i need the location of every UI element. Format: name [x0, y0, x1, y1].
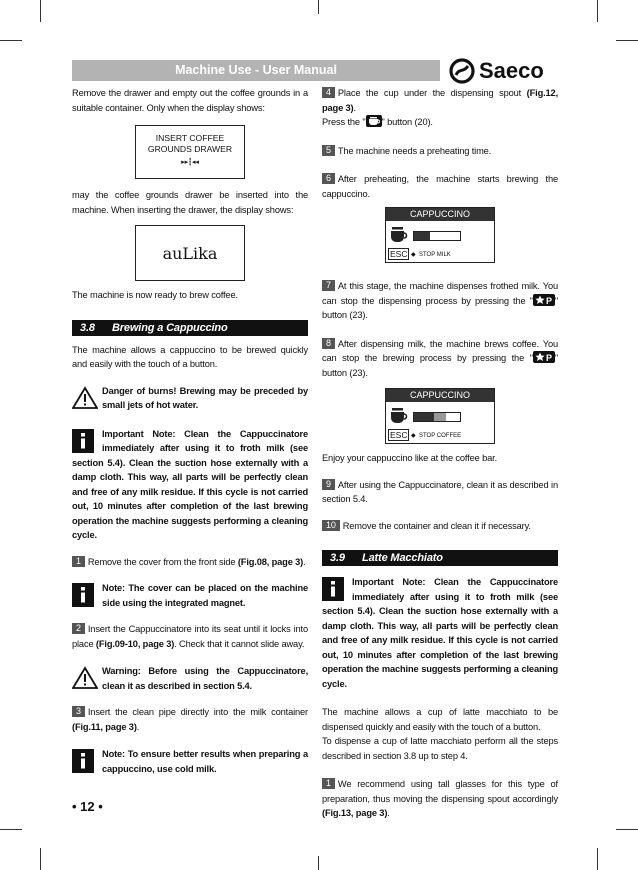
step-text-end: .: [303, 556, 306, 567]
section-title: Latte Macchiato: [362, 552, 443, 564]
step-number: 1: [72, 556, 85, 567]
brand-logo: [449, 58, 561, 84]
section-number: 3.8: [80, 321, 95, 334]
display-title: CAPPUCCINO: [386, 389, 494, 402]
step-text: After using the Cappuccinatore, clean it as described in section 5.4.: [322, 479, 558, 504]
saeco-logo-icon: [449, 58, 475, 84]
crop-mark: [597, 848, 598, 870]
display-logo-text: auLika: [162, 244, 218, 263]
star-stop-button-icon: [533, 351, 555, 363]
step-1: [72, 555, 308, 570]
step-text-end: . Check that it cannot slide away.: [174, 638, 305, 649]
step-text: Press the ": [322, 117, 366, 127]
step-number: 8: [322, 338, 335, 349]
display-action: STOP MILK: [419, 252, 451, 258]
step-8: [322, 337, 558, 381]
step-text: Insert the clean pipe directly into the milk container: [87, 707, 308, 717]
display-aulika: [135, 225, 245, 281]
step-text: After dispensing milk, the machine brews coffee. You can stop the brewing process by pressing the ": [322, 338, 558, 363]
step-text: Remove the container and clean it if necessary.: [342, 520, 531, 531]
figure-ref: (Fig.13, page 3): [322, 808, 388, 818]
esc-label: ESC: [390, 430, 408, 440]
crop-mark: [318, 0, 319, 14]
paragraph: may the coffee grounds drawer be inserted into the machine. When inserting the drawer, the display shows:: [72, 190, 308, 215]
info-icon: [72, 583, 94, 607]
display-stop-coffee: [385, 388, 495, 444]
step-3: [72, 705, 308, 734]
note-cover: [72, 581, 308, 610]
left-column: [72, 86, 308, 776]
warning-text: Warning: Before using the Cappuccinatore, clean it as described in section 5.4.: [102, 666, 308, 691]
step-number: 1: [322, 778, 335, 789]
info-icon: [72, 429, 94, 453]
step-text-end: .: [136, 721, 140, 732]
paragraph: To dispense a cup of latte macchiato perform all the steps described in section 3.8 up to step 4.: [322, 736, 558, 761]
step-text-end: .: [387, 808, 390, 818]
step-number: 3: [72, 706, 85, 717]
info-icon: [322, 577, 344, 601]
important-text: Important Note: Clean the Cappuccinatore immediately after using it to froth milk (see section 5.4). Clean the suction hose externally with a damp cloth. This way, all parts will be perfectly clean and free of any milk residue. If this cycle is not carried out, 10 minutes after completion of the last brewing operation the machine suggests performing a cleaning cycle.: [322, 577, 558, 689]
progress-bar: [413, 412, 461, 422]
crop-mark: [0, 829, 22, 830]
step-number: 2: [72, 623, 85, 634]
warning-note: [72, 664, 308, 693]
step-7: [322, 279, 558, 323]
cappuccino-button-icon: [366, 115, 382, 127]
step-10: [322, 519, 558, 534]
paragraph: The machine allows a cappuccino to be brewed quickly and easily with the touch of a button.: [72, 344, 308, 369]
display-title: CAPPUCCINO: [386, 208, 494, 221]
step-text: The machine needs a preheating time.: [337, 145, 492, 156]
paragraph: The machine is now ready to brew coffee.: [72, 290, 238, 300]
star-stop-button-icon: [533, 294, 555, 306]
step-number: 9: [322, 479, 335, 490]
progress-fill: [414, 413, 446, 421]
important-note: [322, 575, 558, 691]
crop-mark: [597, 0, 598, 22]
svg-text:P: P: [545, 353, 552, 363]
right-column: [322, 86, 558, 821]
important-text: Important Note: Clean the Cappuccinatore immediately after using it to froth milk (see section 5.4). Clean the suction hose externally with a damp cloth. This way, all parts will be perfectly clean and free of any milk residue. If this cycle is not carried out, 10 minutes after completion of the last brewing operation the machine suggests performing a cleaning cycle.: [72, 428, 308, 540]
display-text-line1: INSERT COFFEE: [155, 133, 225, 143]
step-text: Place the cup under the dispensing spout: [337, 88, 527, 98]
figure-ref: (Fig.12, page 3): [322, 88, 558, 113]
svg-text:P: P: [545, 295, 552, 306]
cup-icon: [389, 225, 409, 243]
progress-fill: [414, 232, 430, 240]
display-text-line2: GROUNDS DRAWER: [147, 144, 233, 154]
diamond-icon: ◆: [411, 252, 416, 258]
step-text: Insert the Cappuccinatore into its seat until it locks into place: [72, 624, 308, 649]
section-heading-3-9: [322, 550, 558, 566]
page-header-title: Machine Use - User Manual: [72, 60, 440, 81]
step-text: We recommend using tall glasses for this type of preparation, thus moving the dispensing spout accordingly: [322, 779, 558, 804]
important-note: [72, 427, 308, 543]
danger-note: [72, 384, 308, 413]
crop-mark: [318, 856, 319, 870]
note-cold-milk: [72, 747, 308, 776]
paragraph: The machine allows a cup of latte macchiato to be dispensed quickly and easily with the touch of a button.: [322, 707, 558, 732]
paragraph: Enjoy your cappuccino like at the coffee bar.: [322, 453, 497, 463]
section-heading-3-8: [72, 320, 308, 336]
danger-text: Danger of burns! Brewing may be preceded by small jets of hot water.: [102, 385, 308, 410]
crop-mark: [616, 829, 638, 830]
step-text: " button (20).: [381, 117, 433, 127]
info-icon: [72, 749, 94, 773]
paragraph: Remove the drawer and empty out the coffee grounds in a suitable container. Only when the display shows:: [72, 88, 308, 113]
progress-bar: [413, 231, 461, 241]
step-6: [322, 172, 558, 201]
crop-mark: [616, 40, 638, 41]
step-number: 4: [322, 87, 335, 98]
crop-mark: [40, 848, 41, 870]
step-1-latte: [322, 777, 558, 821]
step-text-end: .: [353, 102, 356, 113]
diamond-icon: ◆: [411, 433, 416, 439]
display-insert-drawer: [135, 125, 245, 179]
section-number: 3.9: [330, 552, 345, 564]
step-text-end: " button (23).: [322, 295, 558, 320]
step-2: [72, 622, 308, 651]
step-5: [322, 144, 558, 159]
display-action: STOP COFFEE: [419, 433, 462, 439]
step-9: [322, 478, 558, 507]
crop-mark: [40, 0, 41, 22]
figure-ref: (Fig.09-10, page 3): [95, 638, 175, 649]
step-text-end: " button (23).: [322, 353, 558, 378]
esc-label: ESC: [390, 249, 408, 259]
warning-triangle-icon: [72, 666, 98, 690]
step-text: After preheating, the machine starts brewing the cappuccino.: [322, 174, 558, 199]
section-title: Brewing a Cappuccino: [112, 321, 228, 334]
figure-ref: (Fig.08, page 3): [237, 556, 304, 567]
step-4: [322, 86, 558, 130]
crop-mark: [0, 40, 22, 41]
figure-ref: (Fig.11, page 3): [72, 721, 137, 732]
warning-triangle-icon: [72, 386, 98, 410]
step-text: Remove the cover from the front side: [87, 556, 238, 567]
note-text: Note: The cover can be placed on the machine side using the integrated magnet.: [102, 583, 308, 608]
note-text: Note: To ensure better results when preparing a cappuccino, use cold milk.: [102, 749, 308, 774]
page-number: • 12 •: [72, 799, 103, 814]
arrows-icon: ▸▸┇◂◂: [181, 159, 199, 166]
display-stop-milk: [385, 207, 495, 263]
cup-icon: [389, 406, 409, 424]
step-number: 6: [322, 173, 335, 184]
step-number: 5: [322, 145, 335, 156]
step-number: 10: [322, 520, 340, 531]
step-text: At this stage, the machine dispenses frothed milk. You can stop the dispensing process by pressing the ": [322, 281, 558, 306]
brand-name: Saeco: [479, 58, 544, 83]
step-number: 7: [322, 280, 335, 291]
